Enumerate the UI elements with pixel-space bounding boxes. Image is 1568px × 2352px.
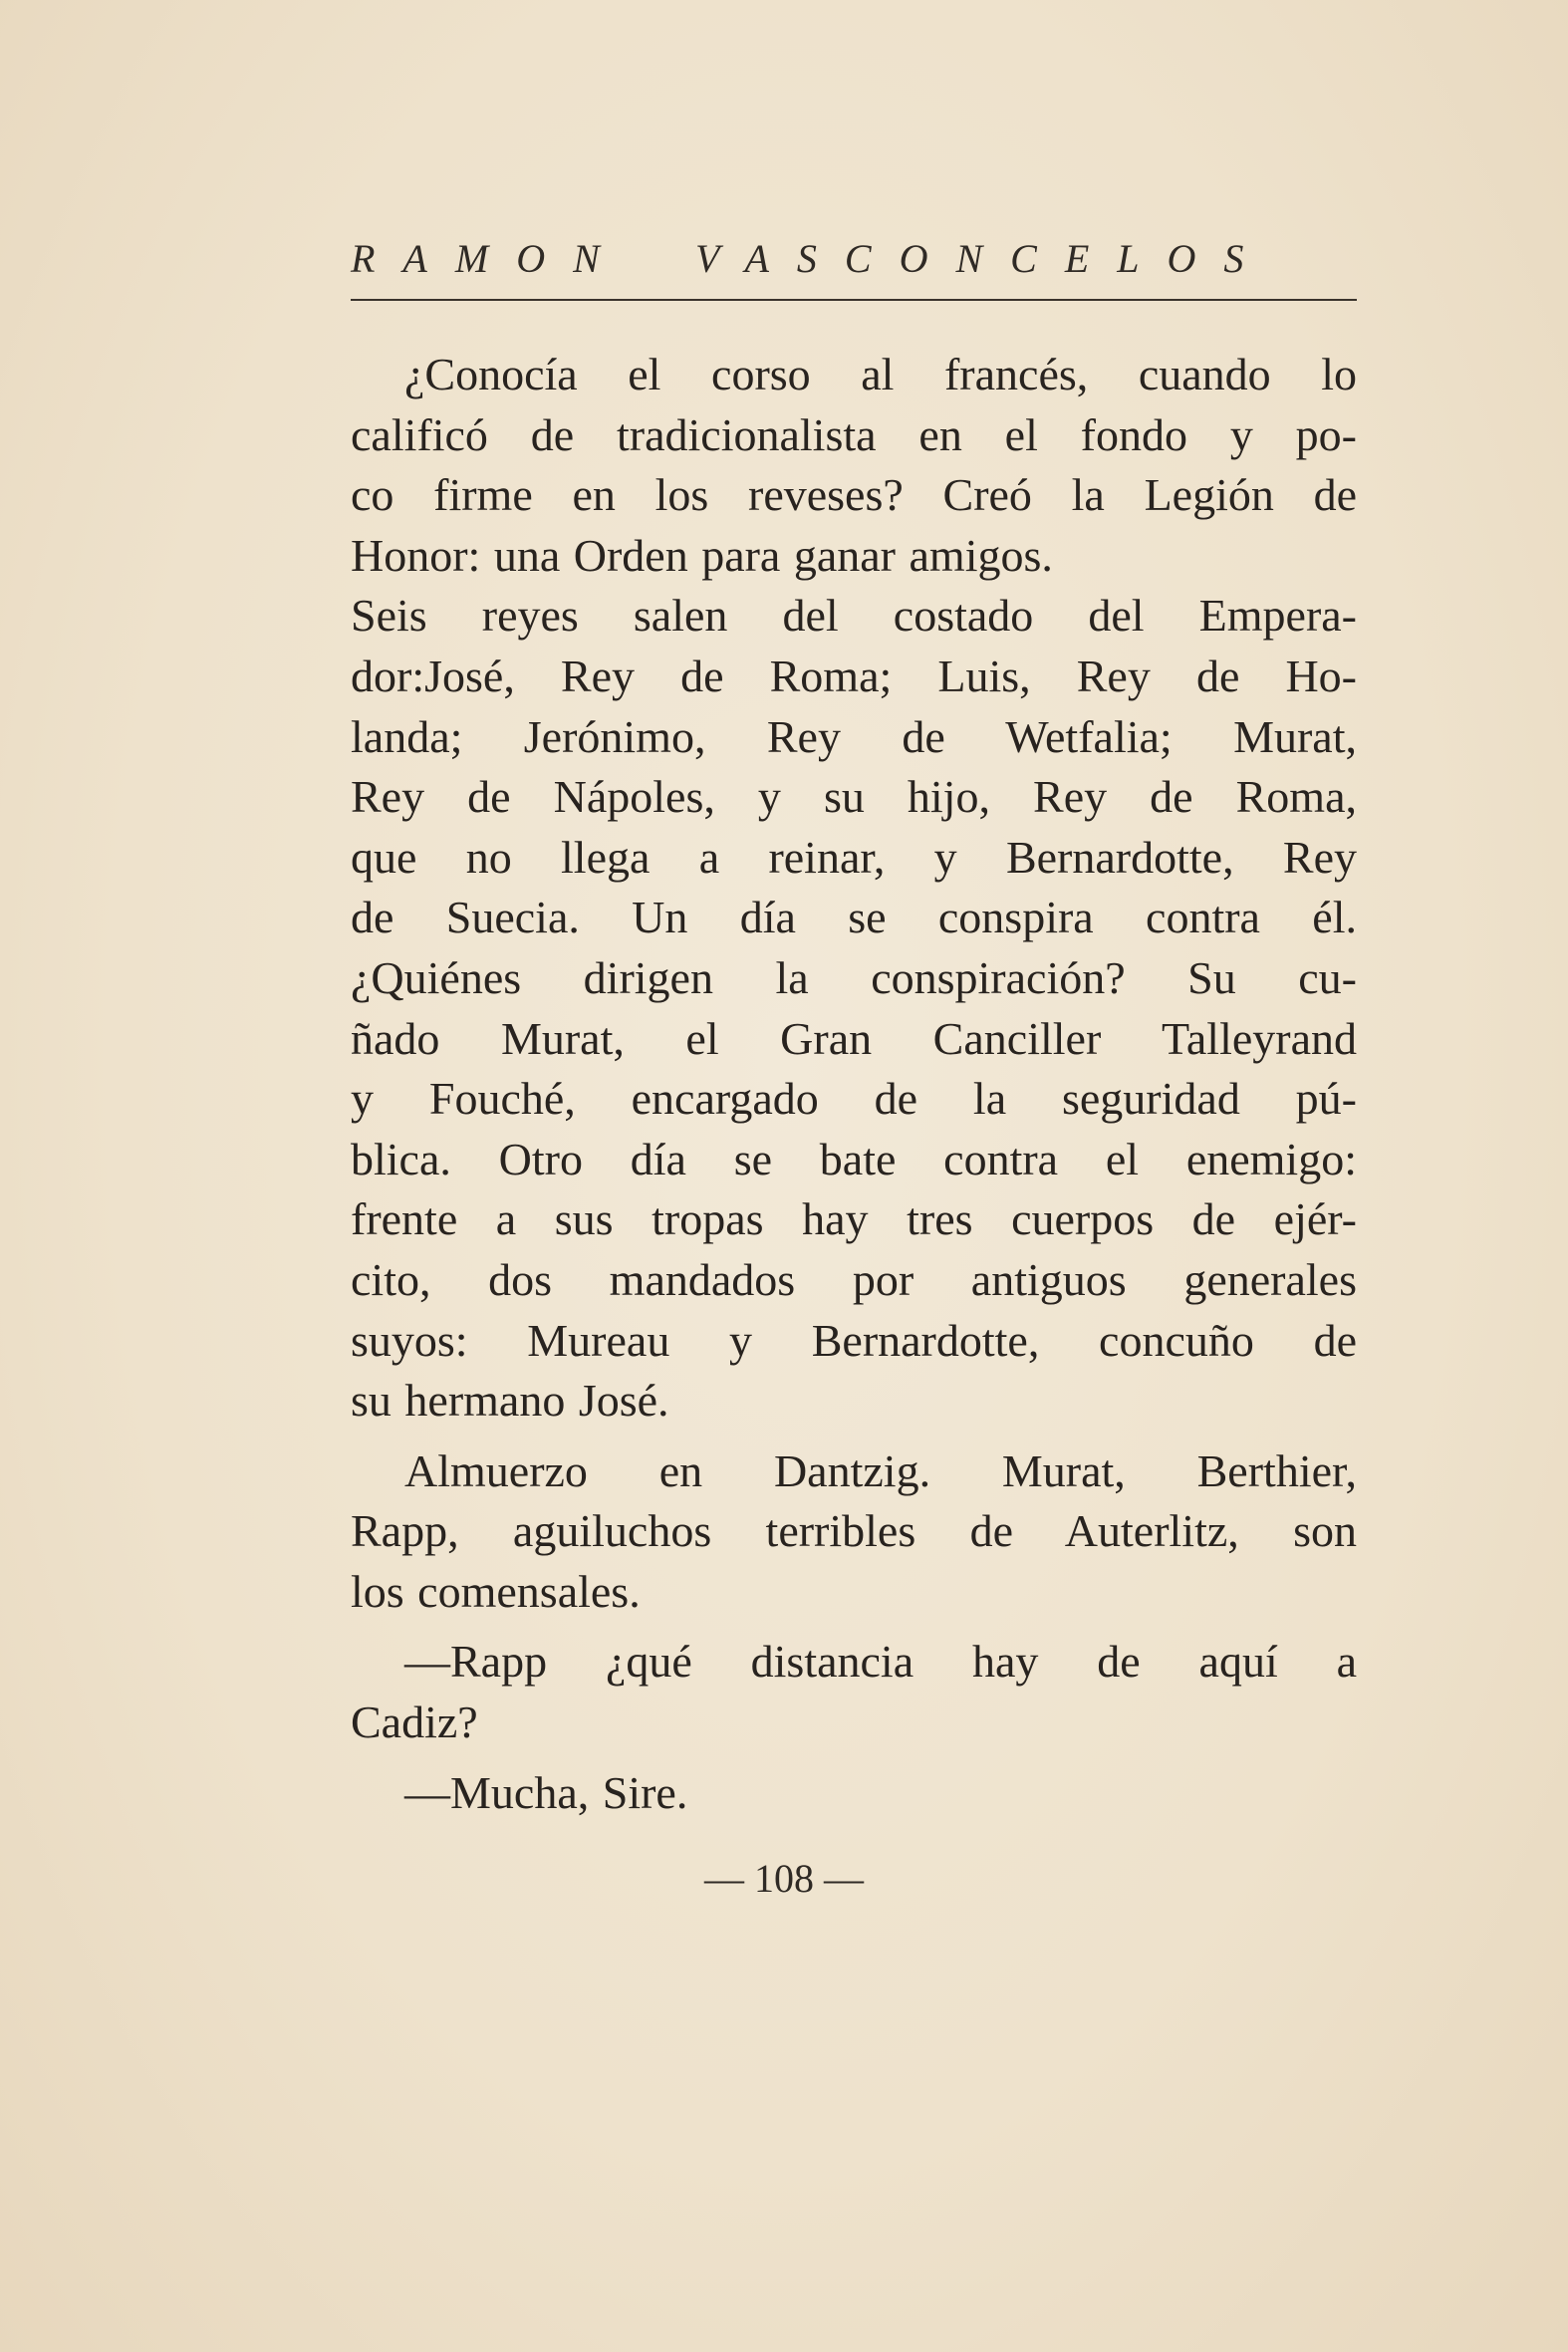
text-line: landa; Jerónimo, Rey de Wetfalia; Murat,: [351, 710, 1357, 762]
text-line: ¿Quiénes dirigen la conspiración? Su cu-: [351, 951, 1357, 1003]
page-number: — 108 —: [704, 1856, 864, 1901]
text-line: que no llega a reinar, y Bernardotte, Rey: [351, 831, 1357, 883]
text-line: de Suecia. Un día se conspira contra él.: [351, 892, 1357, 943]
author-given-name: RAMON: [351, 236, 628, 281]
text-line: y Fouché, encargado de la seguridad pú-: [351, 1073, 1357, 1125]
text-line: Cadiz?: [351, 1697, 478, 1748]
text-line: ¿Conocía el corso al francés, cuando lo: [404, 349, 1357, 399]
text-line: suyos: Mureau y Bernardotte, concuño de: [351, 1314, 1357, 1366]
text-line: su hermano José.: [351, 1375, 669, 1427]
author-surname: VASCONCELOS: [695, 236, 1272, 281]
body-text: [351, 345, 1357, 1823]
text-line: ñado Murat, el Gran Canciller Talleyrand: [351, 1012, 1357, 1064]
text-line: Rapp, aguiluchos terribles de Auterlitz, son: [351, 1505, 1357, 1557]
running-head: [351, 235, 1357, 295]
text-line: Almuerzo en Dantzig. Murat, Berthier,: [404, 1444, 1357, 1496]
text-line: co firme en los reveses? Creó la Legión de: [351, 469, 1357, 521]
text-line: frente a sus tropas hay tres cuerpos de ejér-: [351, 1193, 1357, 1245]
text-line: Rey de Nápoles, y su hijo, Rey de Roma,: [351, 771, 1357, 823]
text-line: los comensales.: [351, 1565, 641, 1617]
header-rule: [351, 299, 1357, 301]
text-line: cito, dos mandados por antiguos generales: [351, 1253, 1357, 1305]
text-line: calificó de tradicionalista en el fondo y po-: [351, 408, 1357, 460]
paragraph-gap: [351, 1753, 1357, 1763]
text-line: —Mucha, Sire.: [404, 1766, 688, 1818]
paragraph-gap: [351, 1622, 1357, 1632]
text-line: Honor: una Orden para ganar amigos.: [351, 529, 1053, 581]
text-line: Seis reyes salen del costado del Empera-: [351, 590, 1357, 642]
text-line: blica. Otro día se bate contra el enemigo:: [351, 1133, 1357, 1184]
text-line: —Rapp ¿qué distancia hay de aquí a: [404, 1636, 1357, 1688]
paragraph-gap: [351, 1432, 1357, 1441]
text-line: dor:José, Rey de Roma; Luis, Rey de Ho-: [351, 650, 1357, 701]
